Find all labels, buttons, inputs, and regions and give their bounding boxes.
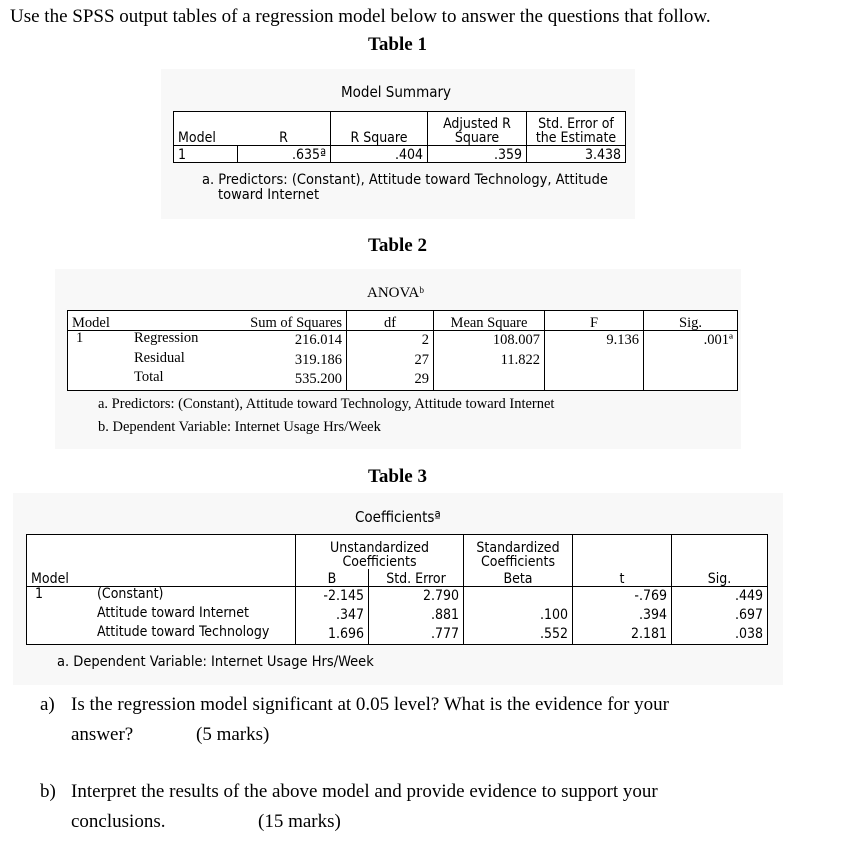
header-adjusted-r-square: Adjusted R Square bbox=[428, 112, 527, 146]
question-a-text: Is the regression model significant at 0.05 level? What is the evidence for your bbox=[71, 694, 669, 715]
header-beta: Beta bbox=[464, 569, 573, 587]
header-model: Model bbox=[174, 112, 238, 146]
model-summary-table bbox=[173, 111, 626, 163]
sum-of-squares-column: 216.014 319.186 535.200 bbox=[226, 331, 347, 391]
adjusted-r-square-value: .359 bbox=[428, 146, 527, 163]
row-label-constant: (Constant) bbox=[97, 586, 164, 602]
header-mean-square: Mean Square bbox=[434, 311, 545, 331]
header-r-square: R Square bbox=[331, 112, 428, 146]
coefficients-model-cell: 1 (Constant) Attitude toward Internet Attitude toward Technology bbox=[27, 587, 296, 645]
anova-title: ANOVAᵇ bbox=[367, 285, 424, 301]
header-standardized: Standardized Coefficients bbox=[464, 535, 573, 569]
anova-footnote-b: b. Dependent Variable: Internet Usage Hrs/Week bbox=[98, 419, 381, 435]
anova-panel bbox=[55, 269, 741, 449]
question-b-marks: (15 marks) bbox=[258, 811, 341, 832]
table2-heading: Table 2 bbox=[368, 235, 427, 256]
row-label-attitude-technology: Attitude toward Technology bbox=[97, 624, 270, 640]
question-a: a) Is the regression model significant at 0.05 level? What is the evidence for your answer? (5 marks) bbox=[40, 690, 55, 720]
coefficients-panel bbox=[13, 493, 783, 685]
beta-column: .100 .552 bbox=[464, 587, 573, 645]
question-b-text: Interpret the results of the above model and provide evidence to support your bbox=[71, 781, 658, 802]
header-sum-of-squares: Sum of Squares bbox=[226, 311, 347, 331]
header-model: Model bbox=[68, 311, 227, 331]
question-a-marks: (5 marks) bbox=[196, 724, 270, 745]
question-a-label: a) bbox=[40, 694, 55, 715]
sig-column: .449 .697 .038 bbox=[672, 587, 768, 645]
coefficients-table bbox=[26, 534, 768, 645]
table3-heading: Table 3 bbox=[368, 466, 427, 487]
instructions-text: Use the SPSS output tables of a regression model below to answer the questions that follow. bbox=[10, 6, 711, 27]
t-column: -.769 .394 2.181 bbox=[573, 587, 672, 645]
row-label-residual: Residual bbox=[134, 350, 185, 366]
coefficients-title: Coefficientsª bbox=[355, 508, 441, 526]
header-t: t bbox=[573, 535, 672, 587]
sig-value: .001ª bbox=[644, 331, 738, 391]
row-label-regression: Regression bbox=[134, 330, 199, 346]
model-number: 1 bbox=[174, 146, 238, 163]
question-b: b) Interpret the results of the above model and provide evidence to support your conclusions. (15 marks) bbox=[40, 777, 56, 807]
anova-model-cell: 1 Regression Residual Total bbox=[68, 331, 227, 391]
model-summary-footnote: a. Predictors: (Constant), Attitude toward Technology, Attitude toward Internet bbox=[202, 172, 608, 203]
table1-heading: Table 1 bbox=[368, 34, 427, 55]
header-df: df bbox=[347, 311, 434, 331]
header-f: F bbox=[545, 311, 644, 331]
r-square-value: .404 bbox=[331, 146, 428, 163]
b-column: -2.145 .347 1.696 bbox=[296, 587, 369, 645]
header-sig: Sig. bbox=[644, 311, 738, 331]
std-error-value: 3.438 bbox=[527, 146, 626, 163]
header-sig: Sig. bbox=[672, 535, 768, 587]
header-std-error: Std. Error bbox=[369, 569, 464, 587]
mean-square-column: 108.007 11.822 bbox=[434, 331, 545, 391]
r-value: .635ª bbox=[237, 146, 331, 163]
std-error-column: 2.790 .881 .777 bbox=[369, 587, 464, 645]
anova-footnote-a: a. Predictors: (Constant), Attitude toward Technology, Attitude toward Internet bbox=[98, 396, 555, 412]
coefficients-footnote: a. Dependent Variable: Internet Usage Hrs/Week bbox=[57, 654, 374, 670]
header-unstandardized: Unstandardized Coefficients bbox=[296, 535, 464, 569]
header-std-error-estimate: Std. Error of the Estimate bbox=[527, 112, 626, 146]
header-b: B bbox=[296, 569, 369, 587]
df-column: 2 27 29 bbox=[347, 331, 434, 391]
anova-table bbox=[67, 310, 738, 391]
model-summary-panel bbox=[161, 69, 635, 219]
header-model: Model bbox=[27, 535, 296, 587]
f-value: 9.136 bbox=[545, 331, 644, 391]
header-r: R bbox=[237, 112, 331, 146]
model-summary-title: Model Summary bbox=[341, 83, 452, 101]
question-b-label: b) bbox=[40, 781, 56, 802]
row-label-attitude-internet: Attitude toward Internet bbox=[97, 605, 249, 621]
row-label-total: Total bbox=[134, 369, 164, 385]
